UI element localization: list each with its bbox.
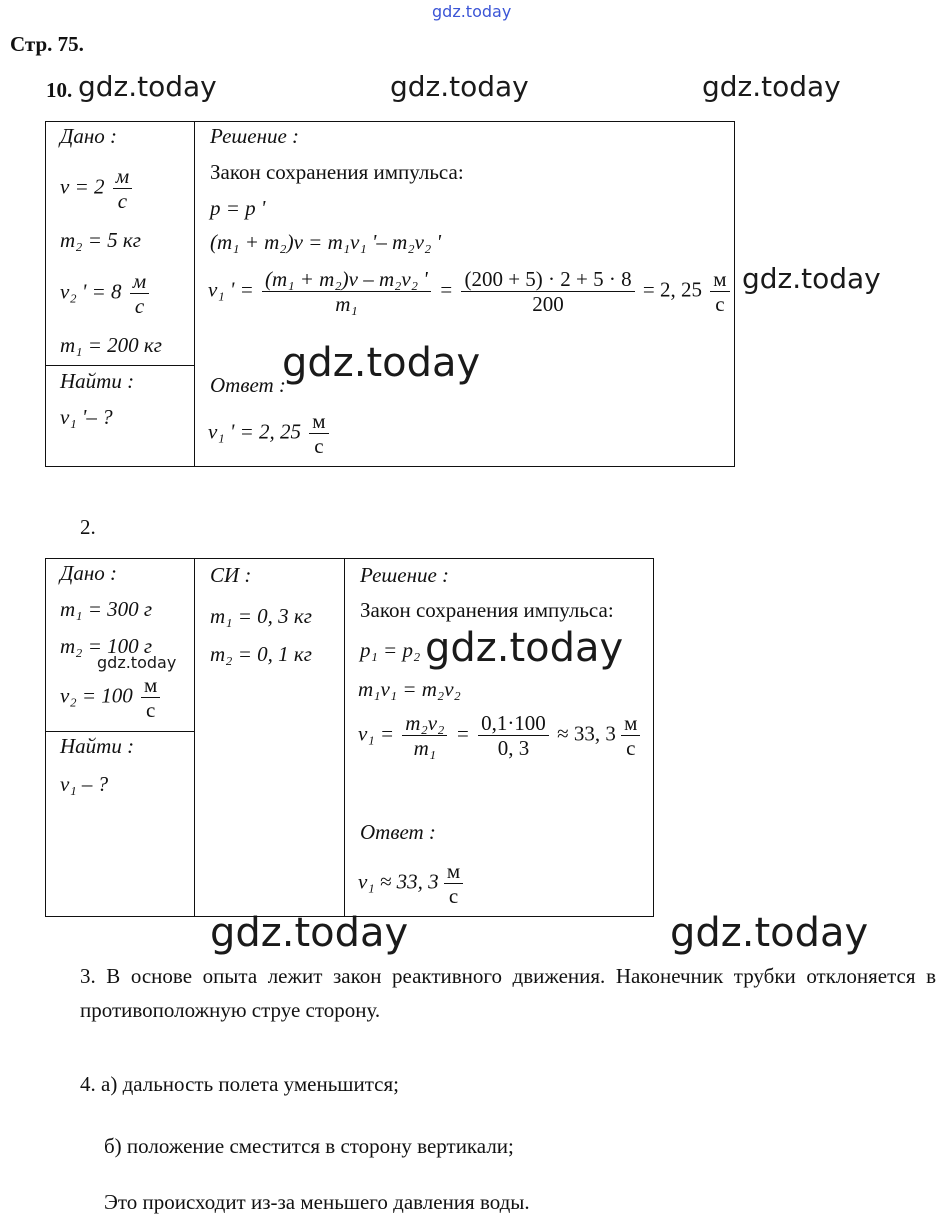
solution-header: Решение : xyxy=(210,124,300,148)
task2-divider-1 xyxy=(194,558,195,916)
si-header: СИ : xyxy=(210,563,252,587)
watermark: gdz.today xyxy=(282,340,481,386)
given-m2: m₂ = 5 кг xyxy=(60,228,141,252)
task4-c: Это происходит из-за меньшего давления воды. xyxy=(104,1190,530,1214)
watermark: gdz.today xyxy=(78,70,217,103)
watermark-top: gdz.today xyxy=(432,2,512,21)
given-header: Дано : xyxy=(60,561,118,585)
task3-paragraph: 3. В основе опыта лежит закон реактивного движения. Наконечник трубки отклоняется в противоположную струе сторону. xyxy=(80,964,936,1022)
task2-find-divider xyxy=(45,731,195,732)
watermark-small: gdz.today xyxy=(97,653,177,672)
law-text: Закон сохранения импульса: xyxy=(210,160,464,184)
find-value: v₁ – ? xyxy=(60,772,109,796)
answer-header: Ответ : xyxy=(210,373,286,397)
given-v2: v₂ ' = 8 $\frac{м}{с}$ xyxy=(60,270,152,317)
watermark: gdz.today xyxy=(390,70,529,103)
find-header: Найти : xyxy=(60,734,135,758)
task1-find-divider xyxy=(45,365,195,366)
watermark: gdz.today xyxy=(702,70,841,103)
task4-a: 4. а) дальность полета уменьшится; xyxy=(80,1072,399,1096)
task2-divider-2 xyxy=(344,558,345,916)
given-header: Дано : xyxy=(60,124,118,148)
given-m1: m₁ = 300 г xyxy=(60,597,153,621)
si-m2: m₂ = 0, 1 кг xyxy=(210,642,312,666)
equation-3: v₁ ' = $\frac{\text{(m₁ + m₂)v – m₂v₂ '}}{\text{m₁}}$ = $\frac{(200 + 5) \cdot 2 + 5 \cdot 8}{200}$ = 2, 25 $\frac{м}{с}$ xyxy=(208,268,733,315)
task4-b: б) положение сместится в сторону вертикали; xyxy=(104,1134,514,1158)
task1-number: 10. xyxy=(46,78,73,102)
watermark: gdz.today xyxy=(425,625,624,671)
watermark: gdz.today xyxy=(670,910,869,956)
equation-2: (m₁ + m₂)v = m₁v₁ '– m₂v₂ ' xyxy=(210,230,441,254)
answer-value: v₁ ≈ 33, 3 $\frac{м}{с}$ xyxy=(358,860,466,907)
page-label: Стр. 75. xyxy=(10,32,84,56)
given-v2: v₂ = 100 $\frac{м}{с}$ xyxy=(60,674,163,721)
given-v: v = 2 $\frac{м}{с}$ xyxy=(60,165,135,212)
equation-2: m₁v₁ = m₂v₂ xyxy=(358,677,461,701)
given-m1: m₁ = 200 кг xyxy=(60,333,162,357)
find-value: v₁ '– ? xyxy=(60,405,113,429)
law-text: Закон сохранения импульса: xyxy=(360,598,614,622)
equation-3: v₁ = $\frac{\text{m₂v₂}}{\text{m₁}}$ = $\frac{0,1\cdot 100}{0, 3}$ ≈ 33, 3 $\frac{м}{с}$ xyxy=(358,712,643,759)
solution-header: Решение : xyxy=(360,563,450,587)
equation-1: p = p ' xyxy=(210,196,266,220)
equation-1: p₁ = p₂ xyxy=(360,638,421,662)
si-m1: m₁ = 0, 3 кг xyxy=(210,604,312,628)
watermark: gdz.today xyxy=(210,910,409,956)
watermark: gdz.today xyxy=(742,262,881,295)
task1-divider xyxy=(194,121,195,466)
answer-header: Ответ : xyxy=(360,820,436,844)
find-header: Найти : xyxy=(60,369,135,393)
given-m2: m₂ = 100 г xyxy=(60,634,153,658)
task2-number: 2. xyxy=(80,515,96,539)
answer-value: v₁ ' = 2, 25 $\frac{м}{с}$ xyxy=(208,410,332,457)
